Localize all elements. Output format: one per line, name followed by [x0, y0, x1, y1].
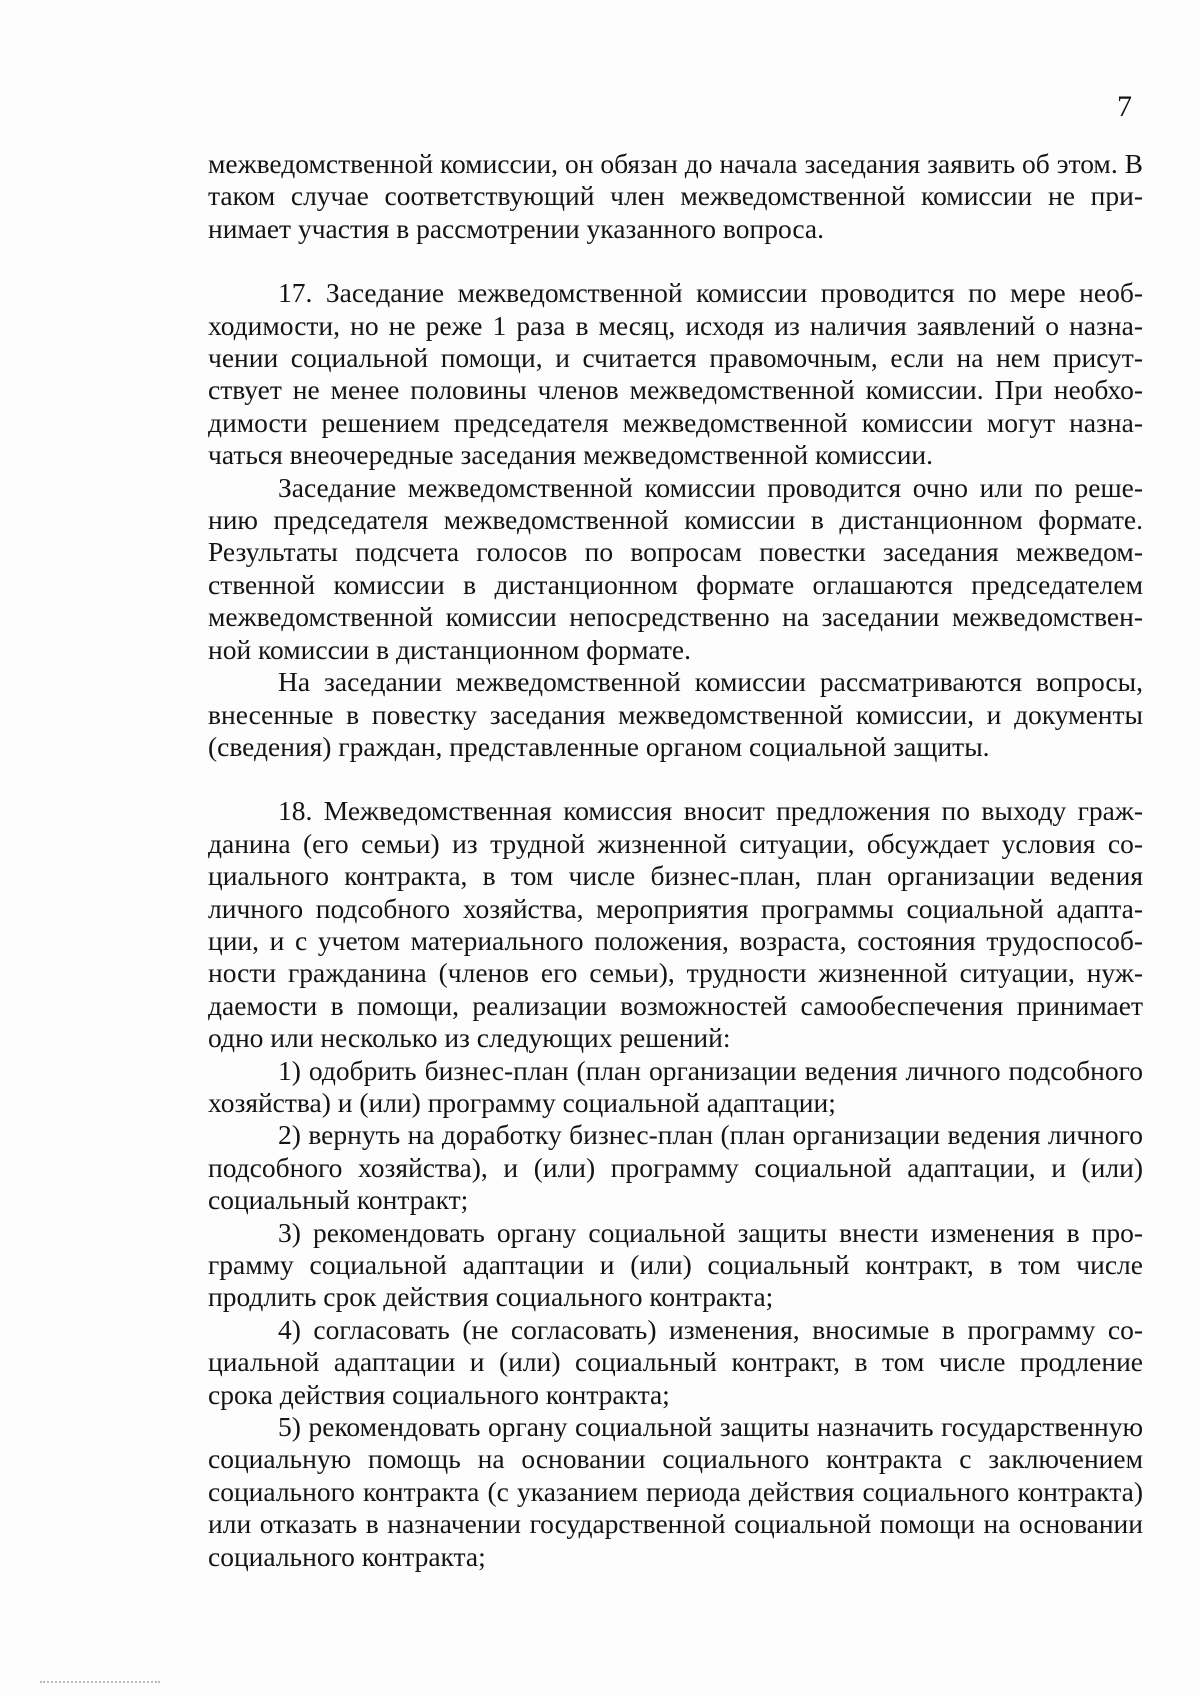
paragraph-continuation: межведомственной комиссии, он обязан до начала заседания заявить об этом. В таком случае соответствующий член межведомственной комиссии не принимает участия в рассмотрении указанного вопроса.: [208, 148, 1143, 244]
document-body: [208, 148, 1143, 1573]
scan-artifact: [40, 1681, 160, 1686]
list-item-4: 4) согласовать (не согласовать) изменения, вносимые в программу социальной адаптации и (или) социальный контракт, в том числе продление срока действия социального контракта;: [208, 1313, 1143, 1410]
paragraph-remote-meeting: Заседание межведомственной комиссии проводится очно или по решению председателя межведомственной комиссии в дистанционном формате. Результаты подсчета голосов по вопросам повестки заседания межведомственной комиссии в дистанционном формате оглашаются председателем межведомственной комиссии непосредственно на заседании межведомственной комиссии в дистанционном формате.: [208, 471, 1143, 665]
paragraph-item-17: 17. Заседание межведомственной комиссии проводится по мере необходимости, но не реже 1 раза в месяц, исходя из наличия заявлений о назначении социальной помощи, и считается правомочным, если на нем присутствует не менее половины членов межведомственной комиссии. При необходимости решением председателя межведомственной комиссии могут назначаться внеочередные заседания межведомственной комиссии.: [208, 277, 1143, 471]
list-item-5: 5) рекомендовать органу социальной защиты назначить государственную социальную помощь на основании социального контракта с заключением социального контракта (с указанием периода действия социального контракта) или отказать в назначении государственной социальной помощи на основании социального контракта;: [208, 1411, 1143, 1572]
paragraph-spacer: [208, 763, 1143, 795]
page-number: 7: [1117, 90, 1132, 123]
list-item-2: 2) вернуть на доработку бизнес-план (план организации ведения личного подсобного хозяйства), и (или) программу социальной адаптации, и (или) социальный контракт;: [208, 1119, 1143, 1216]
paragraph-agenda: На заседании межведомственной комиссии рассматриваются вопросы, внесенные в повестку заседания межведомственной комиссии, и документы (сведения) граждан, представленные органом социальной защиты.: [208, 666, 1143, 762]
list-item-3: 3) рекомендовать органу социальной защиты внести изменения в программу социальной адаптации и (или) социальный контракт, в том числе продлить срок действия социального контракта;: [208, 1216, 1143, 1313]
paragraph-item-18: 18. Межведомственная комиссия вносит предложения по выходу гражданина (его семьи) из трудной жизненной ситуации, обсуждает условия социального контракта, в том числе бизнес-план, план организации ведения личного подсобного хозяйства, мероприятия программы социальной адаптации, и с учетом материального положения, возраста, состояния трудоспособности гражданина (членов его семьи), трудности жизненной ситуации, нуждаемости в помощи, реализации возможностей самообеспечения принимает одно или несколько из следующих решений:: [208, 795, 1143, 1054]
paragraph-spacer: [208, 245, 1143, 277]
list-item-1: 1) одобрить бизнес-план (план организации ведения личного подсобного хозяйства) и (или) программу социальной адаптации;: [208, 1054, 1143, 1118]
